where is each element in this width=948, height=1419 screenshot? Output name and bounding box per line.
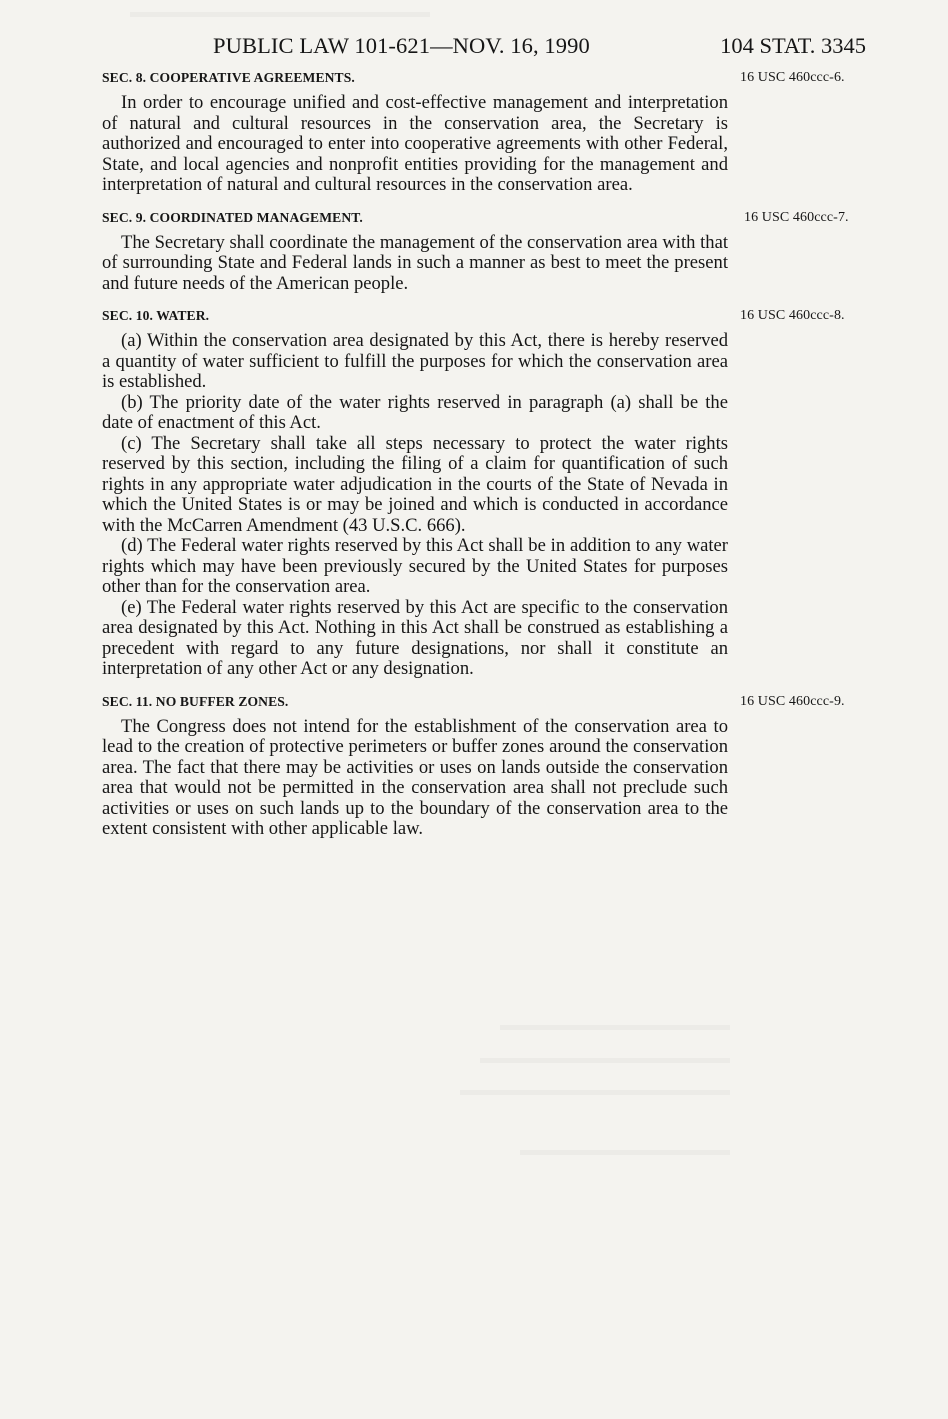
- margin-citation: 16 USC 460ccc-7.: [744, 209, 849, 225]
- section-11: [102, 693, 728, 840]
- page-header-stat-number: 104 STAT. 3345: [720, 33, 866, 58]
- section-heading: SEC. 9. COORDINATED MANAGEMENT.: [102, 209, 363, 225]
- section-paragraph: In order to encourage unified and cost-effective management and interpretation of natural and cultural resources in the conservation area, the Secretary is authorized and encouraged to enter into cooperative agreements with other Federal, State, and local agencies and nonprofit entities providing for the management and interpretation of natural and cultural resources in the conservation area.: [102, 92, 728, 195]
- section-paragraph: (d) The Federal water rights reserved by this Act shall be in addition to any water rights which may have been previously secured by the United States for purposes other than for the conservation area.: [102, 535, 728, 597]
- document-body: [102, 69, 728, 840]
- section-paragraph: (a) Within the conservation area designated by this Act, there is hereby reserved a quantity of water sufficient to fulfill the purposes for which the conservation area is established.: [102, 330, 728, 392]
- section-heading: SEC. 11. NO BUFFER ZONES.: [102, 693, 289, 709]
- margin-citation: 16 USC 460ccc-9.: [740, 693, 845, 709]
- section-8: [102, 69, 728, 196]
- section-paragraph: The Secretary shall coordinate the management of the conservation area with that of surrounding State and Federal lands in such a manner as best to meet the present and future needs of the American people.: [102, 231, 728, 294]
- bleed-through-mark: [500, 1025, 730, 1030]
- section-heading: SEC. 10. WATER.: [102, 308, 210, 323]
- page-header: [0, 33, 948, 63]
- margin-citation: 16 USC 460ccc-8.: [740, 308, 845, 323]
- bleed-through-mark: [130, 12, 430, 17]
- section-paragraph: (b) The priority date of the water rights reserved in paragraph (a) shall be the date of enactment of this Act.: [102, 391, 728, 433]
- bleed-through-mark: [520, 1150, 730, 1155]
- bleed-through-mark: [480, 1058, 730, 1063]
- section-paragraph: The Congress does not intend for the establishment of the conservation area to lead to the creation of protective perimeters or buffer zones around the conservation area. The fact that there may be activities or uses on lands outside the conservation area that would not be permitted in the conservation area shall not preclude such activities or uses on such lands up to the boundary of the conservation area to the extent consistent with other applicable law.: [102, 715, 728, 839]
- section-9: [102, 209, 728, 295]
- page-header-title: PUBLIC LAW 101-621—NOV. 16, 1990: [213, 33, 590, 58]
- section-10: [102, 307, 728, 680]
- section-paragraph: (e) The Federal water rights reserved by this Act are specific to the conservation area designated by this Act. Nothing in this Act shall be construed as establishing a precedent with regard to any future designations, nor shall it constitute an interpretation of any other Act or any designation.: [102, 596, 728, 679]
- bleed-through-mark: [460, 1090, 730, 1095]
- section-heading: SEC. 8. COOPERATIVE AGREEMENTS.: [102, 70, 355, 85]
- section-paragraph: (c) The Secretary shall take all steps necessary to protect the water rights reserved by this section, including the filing of a claim for quantification of such rights in any appropriate water adjudication in the courts of the State of Nevada in which the United States is or may be joined and which is conducted in accordance with the McCarren Amendment (43 U.S.C. 666).: [102, 432, 728, 536]
- margin-citation: 16 USC 460ccc-6.: [740, 70, 845, 85]
